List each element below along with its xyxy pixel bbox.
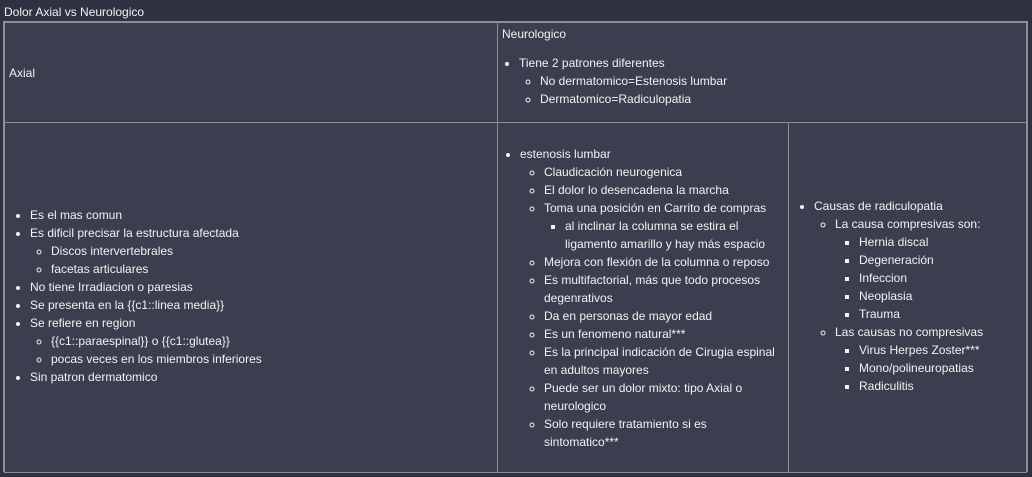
list-item-text: Causas de radiculopatia (814, 198, 943, 213)
list-item: • No tiene Irradiacion o paresias (30, 278, 493, 296)
cell-axial-header (4, 22, 498, 123)
list-item: • Sin patron dermatomico (30, 368, 493, 386)
list-item: ◦ pocas veces en los miembros inferiores (51, 350, 493, 368)
list-item: ◦ Es un fenomeno natural*** (544, 325, 780, 343)
list-item (30, 314, 493, 368)
neurologico-heading: Neurologico (502, 27, 567, 41)
list-item-text: Toma una posición en Carrito de compras (544, 200, 767, 215)
axial-list (5, 206, 493, 386)
list-item: ◦ Discos intervertebrales (51, 242, 493, 260)
cell-neurologico-header (497, 22, 1027, 123)
list-item-text: Tiene 2 patrones diferentes (519, 56, 665, 70)
list-item: ◦ No dermatomico=Estenosis lumbar (540, 72, 727, 90)
list-item: ◦ {{c1::paraespinal}} o {{c1::glutea}} (51, 332, 493, 350)
list-item: ◦ Dermatomico=Radiculopatia (540, 90, 727, 108)
list-item (835, 215, 1022, 323)
list-item: ◦ Puede ser un dolor mixto: tipo Axial o neurologico (544, 379, 780, 415)
list-item: ▪ Infeccion (859, 269, 1022, 287)
list-item: ◦ Da en personas de mayor edad (544, 307, 780, 325)
list-item-text: Es dificil precisar la estructura afectada (30, 225, 239, 240)
page-title: Dolor Axial vs Neurologico (4, 5, 145, 19)
list-item (519, 54, 727, 108)
axial-header-label: Axial (9, 65, 36, 80)
list-item: ▪ Degeneración (859, 251, 1022, 269)
list-item: ▪ Virus Herpes Zoster*** (859, 341, 1022, 359)
list-item (520, 145, 780, 451)
list-item: ▪ al inclinar la columna se estira el ligamento amarillo y hay más espacio (565, 217, 780, 253)
neurologico-list (498, 54, 727, 108)
cell-estenosis (497, 122, 789, 473)
cell-radiculopatia (788, 122, 1027, 473)
list-item: ▪ Neoplasia (859, 287, 1022, 305)
estenosis-list (498, 145, 780, 451)
radiculopatia-list (789, 197, 1022, 395)
list-item: ◦ El dolor lo desencadena la marcha (544, 181, 780, 199)
list-item-text: estenosis lumbar (520, 146, 611, 161)
list-item (544, 199, 780, 253)
list-item-text: Las causas no compresivas (835, 324, 984, 339)
list-item: ◦ facetas articulares (51, 260, 493, 278)
comparison-table (3, 21, 1028, 472)
list-item: ◦ Claudicación neurogenica (544, 163, 780, 181)
list-item: • Se presenta en la {{c1::linea media}} (30, 296, 493, 314)
list-item (835, 323, 1022, 395)
list-item (814, 197, 1022, 395)
list-item-text: La causa compresivas son: (835, 216, 981, 231)
list-item: ◦ Mejora con flexión de la columna o reposo (544, 253, 780, 271)
cell-axial-content (4, 122, 498, 473)
list-item-text: Se refiere en region (30, 315, 136, 330)
list-item: • Es el mas comun (30, 206, 493, 224)
list-item: ▪ Mono/polineuropatias (859, 359, 1022, 377)
list-item (30, 224, 493, 278)
list-item: ◦ Es multifactorial, más que todo procesos degenrativos (544, 271, 780, 307)
list-item: ▪ Hernia discal (859, 233, 1022, 251)
list-item: ◦ Solo requiere tratamiento si es sintomatico*** (544, 415, 780, 451)
list-item: ◦ Es la principal indicación de Cirugia espinal en adultos mayores (544, 343, 780, 379)
list-item: ▪ Radiculitis (859, 377, 1022, 395)
list-item: ▪ Trauma (859, 305, 1022, 323)
